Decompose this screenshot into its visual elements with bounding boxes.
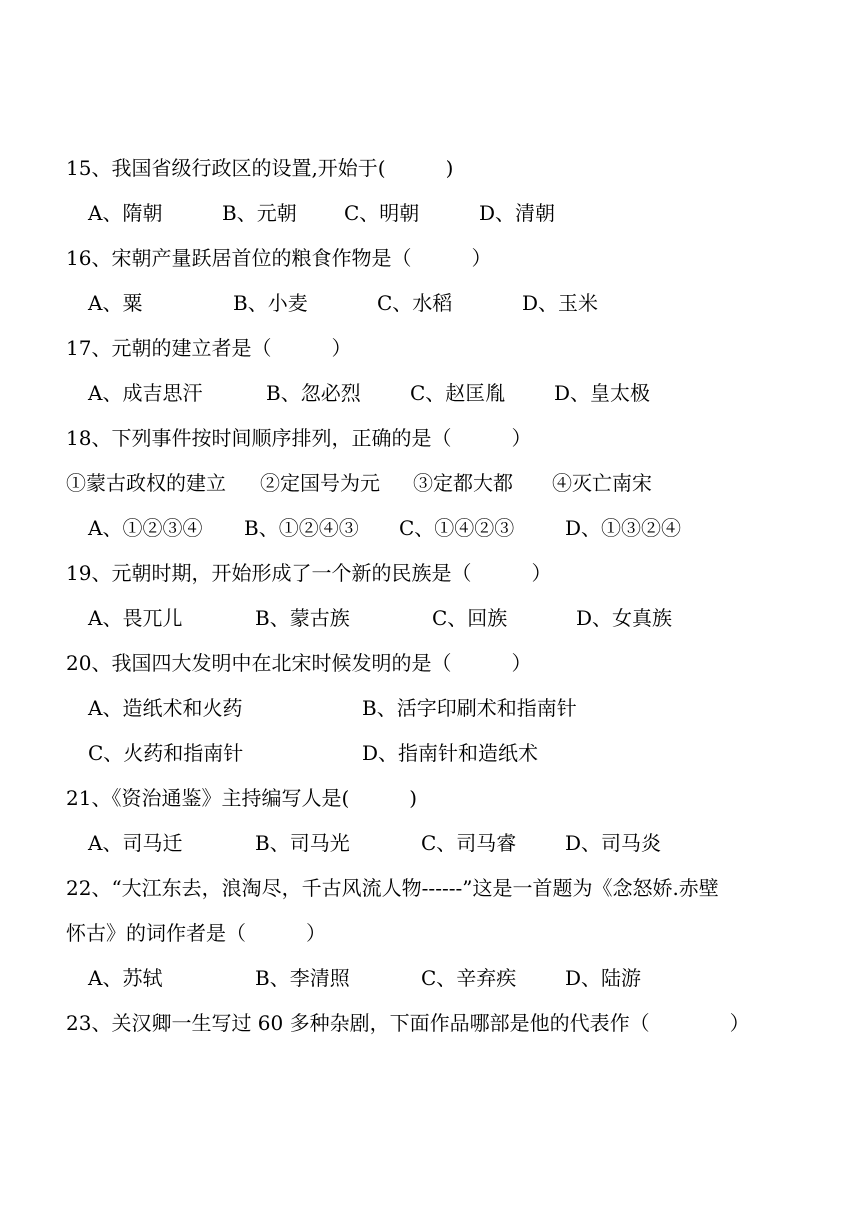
question-18-event-2: ②定国号为元 — [260, 471, 380, 495]
question-19-option-d: D、女真族 — [576, 606, 673, 630]
question-15-option-c: C、明朝 — [344, 201, 420, 225]
question-17-option-a: A、成吉思汗 — [88, 381, 203, 405]
question-19-option-a: A、畏兀儿 — [88, 606, 183, 630]
question-18-option-b: B、①②④③ — [244, 516, 359, 540]
question-22-option-d: D、陆游 — [565, 966, 642, 990]
question-21-option-d: D、司马炎 — [565, 831, 662, 855]
question-18-option-d: D、①③②④ — [565, 516, 682, 540]
question-17-option-b: B、忽必烈 — [266, 381, 361, 405]
question-21-stem: 21、《资治通鉴》主持编写人是( ) — [66, 786, 418, 810]
question-18-option-c: C、①④②③ — [399, 516, 515, 540]
question-21-option-a: A、司马迁 — [88, 831, 183, 855]
question-22-stem: 22、“大江东去，浪淘尽，千古风流人物------”这是一首题为《念怒娇.赤壁 — [66, 876, 719, 900]
question-16-stem: 16、宋朝产量跃居首位的粮食作物是（ ） — [66, 246, 492, 270]
question-18-event-3: ③定都大都 — [413, 471, 513, 495]
question-16-option-a: A、粟 — [88, 291, 143, 315]
question-16-option-c: C、水稻 — [377, 291, 453, 315]
question-22-option-b: B、李清照 — [255, 966, 350, 990]
question-18-event-4: ④灭亡南宋 — [552, 471, 652, 495]
question-18-stem: 18、下列事件按时间顺序排列，正确的是（ ） — [66, 426, 532, 450]
question-19-option-b: B、蒙古族 — [255, 606, 350, 630]
question-22-option-a: A、苏轼 — [88, 966, 163, 990]
question-17-stem: 17、元朝的建立者是（ ） — [66, 336, 352, 360]
question-23-stem: 23、关汉卿一生写过 60 多种杂剧，下面作品哪部是他的代表作（ ） — [66, 1011, 750, 1035]
question-21-option-c: C、司马睿 — [421, 831, 517, 855]
question-15-option-d: D、清朝 — [479, 201, 556, 225]
question-17-option-c: C、赵匡胤 — [410, 381, 506, 405]
question-20-option-d: D、指南针和造纸术 — [362, 741, 539, 765]
question-18-option-a: A、①②③④ — [88, 516, 203, 540]
question-22-option-c: C、辛弃疾 — [421, 966, 517, 990]
question-16-option-d: D、玉米 — [522, 291, 599, 315]
question-20-option-a: A、造纸术和火药 — [88, 696, 243, 720]
question-18-event-1: ①蒙古政权的建立 — [66, 471, 226, 495]
question-15-option-b: B、元朝 — [222, 201, 297, 225]
question-21-option-b: B、司马光 — [255, 831, 350, 855]
question-20-option-c: C、火药和指南针 — [88, 741, 244, 765]
question-15-stem: 15、我国省级行政区的设置,开始于( ) — [66, 156, 454, 180]
question-16-option-b: B、小麦 — [233, 291, 308, 315]
question-20-stem: 20、我国四大发明中在北宋时候发明的是（ ） — [66, 651, 532, 675]
question-22-stem-continued: 怀古》的词作者是（ ） — [66, 921, 326, 945]
question-19-stem: 19、元朝时期，开始形成了一个新的民族是（ ） — [66, 561, 552, 585]
question-19-option-c: C、回族 — [432, 606, 508, 630]
question-17-option-d: D、皇太极 — [554, 381, 651, 405]
question-20-option-b: B、活字印刷术和指南针 — [362, 696, 577, 720]
question-15-option-a: A、隋朝 — [88, 201, 163, 225]
